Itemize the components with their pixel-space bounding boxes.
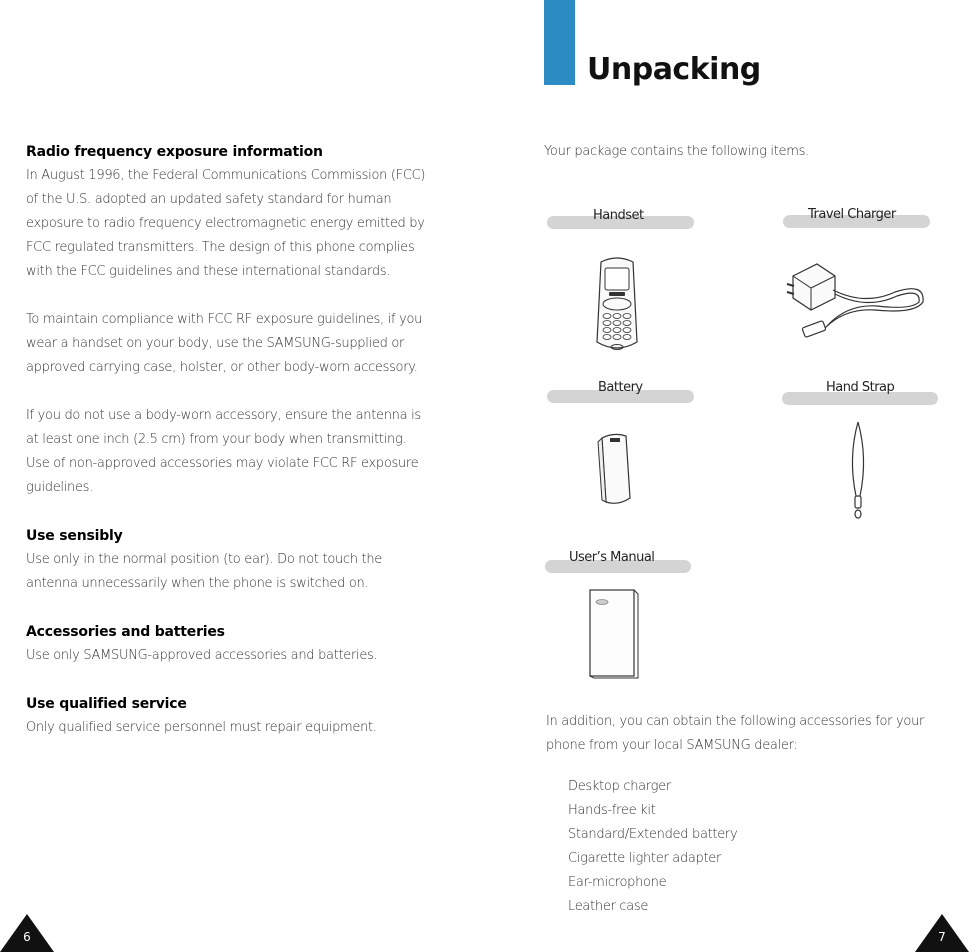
list-item: Standard/Extended battery xyxy=(568,827,738,842)
list-item: Ear-microphone xyxy=(568,875,667,890)
page-title: Unpacking xyxy=(587,52,761,87)
list-item: Hands-free kit xyxy=(568,803,656,818)
paragraph: Only qualified service personnel must repair equipment. xyxy=(26,720,377,735)
section-title: Radio frequency exposure information xyxy=(26,144,323,160)
item-label-handset: Handset xyxy=(593,208,644,223)
intro-text: Your package contains the following items. xyxy=(544,144,809,159)
section-title: Use sensibly xyxy=(26,528,123,544)
list-item: Leather case xyxy=(568,899,649,914)
list-item: Cigarette lighter adapter xyxy=(568,851,722,866)
additional-accessories-text: In addition, you can obtain the following accessories for your phone from your local SAMSUNG dealer: xyxy=(546,714,925,753)
handset-illustration xyxy=(593,252,641,354)
accessories-list xyxy=(568,775,737,919)
page-number-text: 6 xyxy=(23,930,31,944)
paragraph: To maintain compliance with FCC RF exposure guidelines, if you wear a handset on your body, use the SAMSUNG-supplied or approved carrying case, holster, or other body-worn accessory. xyxy=(26,312,423,375)
item-label-travel-charger: Travel Charger xyxy=(808,207,896,222)
section-accessories-batteries xyxy=(26,620,426,668)
travel-charger-illustration xyxy=(785,258,930,340)
section-title: Accessories and batteries xyxy=(26,624,225,640)
paragraph: In August 1996, the Federal Communications Commission (FCC) of the U.S. adopted an updated safety standard for human exposure to radio frequency electromagnetic energy emitted by FCC regulated transmitters. The design of this phone complies with the FCC guidelines and these international standards. xyxy=(26,168,426,279)
paragraph: Use only SAMSUNG-approved accessories and batteries. xyxy=(26,648,378,663)
title-accent-bar xyxy=(544,0,575,85)
battery-illustration xyxy=(596,430,634,508)
item-label-battery: Battery xyxy=(598,380,643,395)
list-item: Desktop charger xyxy=(568,779,671,794)
hand-strap-illustration xyxy=(846,418,870,522)
paragraph: If you do not use a body-worn accessory, ensure the antenna is at least one inch (2.5 cm) from your body when transmitting. Use of non-approved accessories may violate FCC RF exposure guidelines. xyxy=(26,408,421,495)
users-manual-illustration xyxy=(588,588,640,680)
section-rf-exposure xyxy=(26,140,426,500)
section-title: Use qualified service xyxy=(26,696,187,712)
page-number-right xyxy=(915,914,969,952)
page-number-left xyxy=(0,914,54,952)
paragraph: Use only in the normal position (to ear). Do not touch the antenna unnecessarily when the phone is switched on. xyxy=(26,552,382,591)
section-use-sensibly xyxy=(26,524,426,596)
section-qualified-service xyxy=(26,692,426,740)
page-number-text: 7 xyxy=(938,930,946,944)
item-label-hand-strap: Hand Strap xyxy=(826,380,895,395)
left-page-content xyxy=(26,140,426,764)
item-label-users-manual: User’s Manual xyxy=(569,550,655,565)
